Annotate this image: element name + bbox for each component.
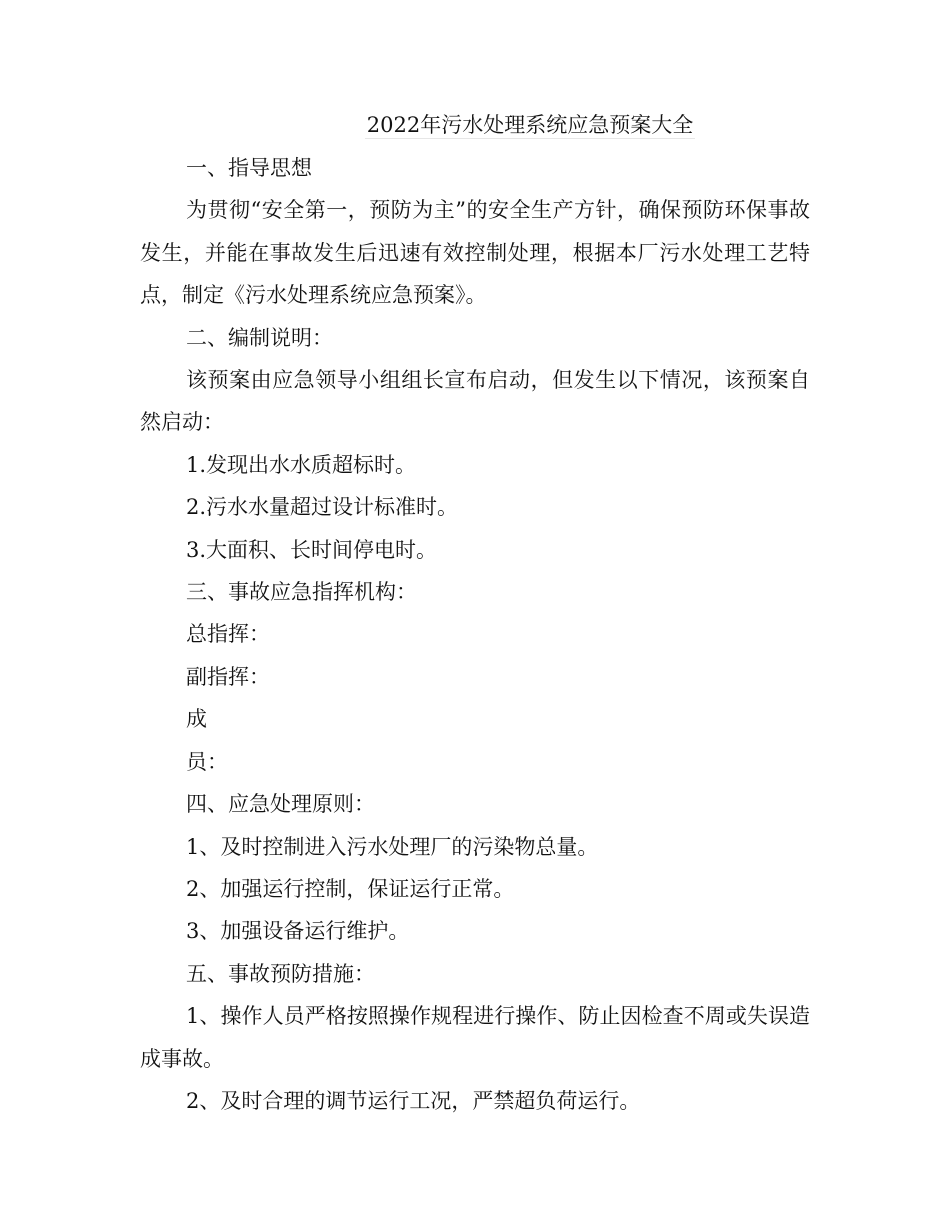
heading-compilation-notes: 二、编制说明： bbox=[186, 325, 333, 350]
heading-command-structure: 三、事故应急指挥机构： bbox=[186, 580, 417, 605]
field-members-part-2: 员： bbox=[186, 749, 228, 774]
field-commander: 总指挥： bbox=[186, 622, 270, 647]
list-item-principle-3: 3、加强设备运行维护。 bbox=[186, 919, 410, 944]
heading-handling-principles: 四、应急处理原则： bbox=[186, 792, 375, 817]
list-item-principle-1: 1、及时控制进入污水处理厂的污染物总量。 bbox=[186, 834, 599, 859]
document-title-text: 2022年污水处理系统应急预案大全 bbox=[366, 113, 694, 137]
list-item-condition-3: 3.大面积、长时间停电时。 bbox=[186, 537, 438, 562]
list-item-principle-2: 2、加强运行控制，保证运行正常。 bbox=[186, 876, 515, 901]
document-title bbox=[140, 106, 810, 144]
field-members-part-1: 成 bbox=[186, 707, 207, 732]
list-item-measure-1: 1、操作人员严格按照操作规程进行操作、防止因检查不周或失误造成事故。 bbox=[140, 1004, 810, 1071]
list-item-condition-2: 2.污水水量超过设计标准时。 bbox=[186, 495, 459, 520]
document-body bbox=[140, 106, 810, 1122]
paragraph-purpose: 为贯彻“安全第一，预防为主”的安全生产方针，确保预防环保事故发生，并能在事故发生后迅速有效控制处理，根据本厂污水处理工艺特点，制定《污水处理系统应急预案》。 bbox=[140, 198, 810, 308]
paragraph-activation: 该预案由应急领导小组组长宣布启动，但发生以下情况，该预案自然启动： bbox=[140, 368, 810, 435]
list-item-condition-1: 1.发现出水水质超标时。 bbox=[186, 452, 417, 477]
heading-guiding-ideology: 一、指导思想 bbox=[186, 156, 312, 180]
heading-prevention-measures: 五、事故预防措施： bbox=[186, 961, 375, 986]
list-item-measure-2: 2、及时合理的调节运行工况，严禁超负荷运行。 bbox=[186, 1088, 641, 1113]
field-deputy-commander: 副指挥： bbox=[186, 664, 270, 689]
